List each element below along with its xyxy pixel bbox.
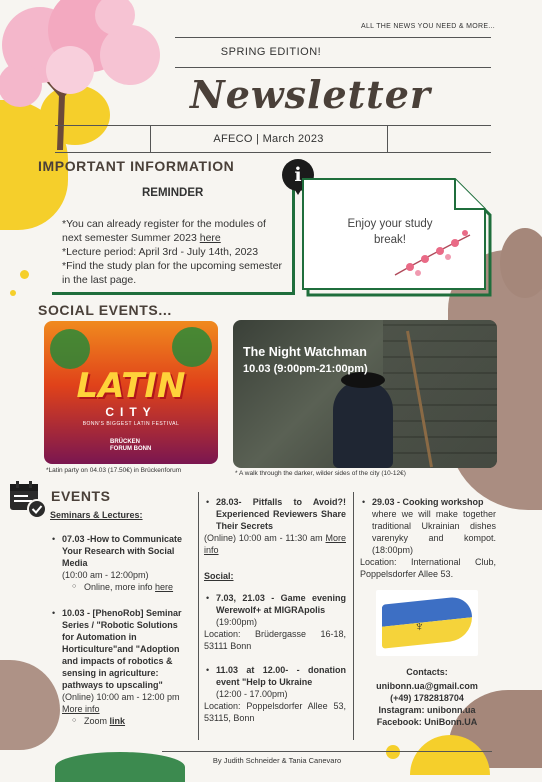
event-location: Location: Poppelsdorfer Allee 53, 53115, Bonn	[204, 701, 346, 723]
edition-label: SPRING EDITION!	[220, 46, 322, 58]
event-item	[360, 496, 496, 556]
reminder-title: REMINDER	[142, 187, 204, 199]
header-divider-right	[387, 125, 388, 152]
event-title: 10.03 - [PhenoRob] Seminar Series / "Robotic Solutions for Automation in Horticulture"and "Adoption and impacts of robotics & sensing in agriculture: pathways to upscaling"	[62, 608, 182, 690]
events-divider-2	[353, 492, 354, 740]
event-item	[204, 592, 346, 628]
contact-phone: (+49) 1782818704	[390, 693, 464, 703]
register-link[interactable]: here	[199, 232, 221, 244]
social-subheading-text: Social:	[204, 571, 234, 581]
event-subitem-text: Zoom	[84, 716, 110, 726]
header-rule-upper	[55, 125, 491, 126]
important-heading: IMPORTANT INFORMATION	[38, 158, 235, 174]
latin-logo-top: LATIN	[76, 366, 186, 406]
header-rule-top	[175, 37, 491, 38]
seminars-subheading-text: Seminars & Lectures:	[50, 510, 143, 520]
zoom-link[interactable]: link	[109, 716, 126, 726]
contacts-block	[356, 666, 498, 728]
reminder-line3: *Find the study plan for the upcoming semester in the last page.	[62, 260, 283, 286]
event-description: where we will make together traditional Ukrainian dishes varenyky and kompot. (18:00pm)	[372, 509, 496, 555]
latin-city-poster[interactable]	[44, 321, 218, 464]
reminder-text	[62, 217, 284, 287]
events-column-1	[50, 509, 192, 735]
event-location: Location: Brüdergasse 16-18, 53111 Bonn	[204, 629, 346, 651]
reminder-line1: *You can already register for the modules of next semester Summer 2023	[62, 218, 266, 244]
yellow-dot-2	[20, 270, 29, 279]
more-info-link[interactable]: More info	[204, 533, 346, 555]
latin-caption: *Latin party on 04.03 (17.50€) in Brückenforum	[46, 467, 182, 474]
masthead: AFECO | March 2023	[213, 133, 324, 145]
watchman-figure	[333, 380, 393, 468]
event-time: (12:00 - 17.00pm)	[216, 689, 288, 699]
newsletter-title: Newsletter	[190, 72, 431, 117]
event-item	[50, 533, 192, 593]
watchman-title: The Night Watchman	[243, 345, 367, 359]
ukraine-flag-image	[376, 590, 478, 656]
palm-right	[172, 327, 212, 367]
header-rule-mid	[175, 67, 491, 68]
social-heading: SOCIAL EVENTS...	[38, 302, 172, 318]
latin-logo-bottom: CITY	[105, 405, 157, 419]
palm-left	[50, 329, 90, 369]
night-watchman-photo[interactable]	[233, 320, 497, 468]
footer-rule	[162, 751, 492, 752]
event-subitem-text: Online, more info	[84, 582, 156, 592]
contact-instagram[interactable]: Instagram: unibonn.ua	[378, 705, 476, 715]
event-time: (Online) 10:00 am - 12:00 pm	[62, 692, 180, 702]
mocha-blob-right-2	[500, 228, 542, 298]
event-time: (Online) 10:00 am - 11:30 am	[204, 533, 326, 543]
events-heading: EVENTS	[51, 488, 111, 504]
event-detail	[204, 532, 346, 556]
event-subitem	[62, 581, 192, 593]
event-item	[204, 496, 346, 532]
latin-venue: BRÜCKEN FORUM BONN	[110, 439, 152, 452]
event-title: 28.03- Pitfalls to Avoid?! Experienced Reviewers Share Their Secrets	[216, 497, 346, 531]
yellow-dot-3	[10, 290, 16, 296]
event-title: 7.03, 21.03 - Game evening Werewolf+ at MIGRApolis	[216, 593, 346, 615]
watchman-caption: * A walk through the darker, wilder sides of the city (10-12€)	[235, 470, 406, 477]
event-time: (10:00 am - 12:00pm)	[62, 570, 149, 580]
stone-wall	[383, 320, 497, 468]
calendar-check-icon	[8, 480, 48, 520]
event-item	[204, 664, 346, 700]
contacts-title: Contacts:	[406, 667, 448, 677]
contact-email[interactable]: unibonn.ua@gmail.com	[376, 681, 478, 691]
study-break-text: Enjoy your study break!	[347, 218, 433, 246]
footer-authors: By Judith Schneider & Tania Canevaro	[212, 756, 342, 765]
header-rule-lower	[55, 152, 491, 153]
event-subitem	[62, 715, 192, 727]
events-divider-1	[198, 492, 199, 740]
watchman-subtitle: 10.03 (9:00pm-21:00pm)	[243, 363, 368, 375]
event-title: 07.03 -How to Communicate Your Research with Social Media	[62, 534, 183, 568]
tagline: ALL THE NEWS YOU NEED & MORE...	[361, 23, 496, 30]
social-subheading	[204, 570, 346, 582]
more-info-link[interactable]: here	[155, 582, 174, 592]
reminder-line2: *Lecture period: April 3rd - July 14th, 2023	[62, 246, 259, 258]
seminars-subheading	[50, 509, 192, 521]
event-location: Location: International Club, Poppelsdorfer Allee 53.	[360, 557, 496, 579]
info-icon: i	[282, 159, 314, 191]
event-title: 11.03 at 12.00- - donation event "Help to Ukraine	[216, 665, 346, 687]
trident-icon: ♆	[414, 618, 425, 634]
events-column-2	[204, 496, 346, 724]
cherry-blossom-tree-illustration	[0, 0, 170, 150]
event-item	[50, 607, 192, 727]
latin-strapline: BONN'S BIGGEST LATIN FESTIVAL	[82, 421, 180, 427]
event-time: (19:00pm)	[216, 617, 258, 627]
events-column-3	[360, 496, 496, 580]
contact-facebook[interactable]: Facebook: UniBonn.UA	[376, 717, 478, 727]
event-title: 29.03 - Cooking workshop	[372, 497, 484, 507]
more-info-link[interactable]: More info	[62, 704, 100, 714]
